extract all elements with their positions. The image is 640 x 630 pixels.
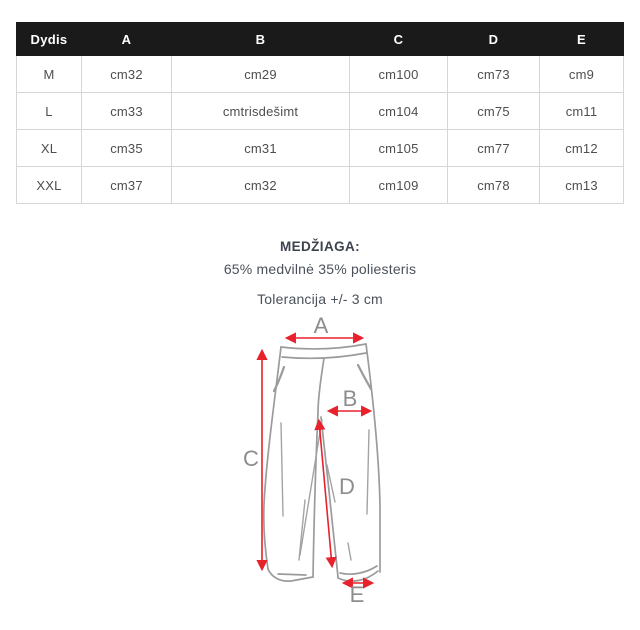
diagram-label-a: A bbox=[313, 313, 329, 338]
waistband-top-line bbox=[281, 344, 366, 349]
column-header-d: D bbox=[448, 23, 540, 56]
measure-cell: cm78 bbox=[448, 167, 540, 204]
measure-cell: cm105 bbox=[350, 130, 448, 167]
measure-cell: cm13 bbox=[540, 167, 624, 204]
measure-cell: cm100 bbox=[350, 56, 448, 93]
measure-cell: cm31 bbox=[172, 130, 350, 167]
diagram-label-c: C bbox=[243, 446, 259, 471]
measure-cell: cm37 bbox=[82, 167, 172, 204]
pants-outline-drawing bbox=[264, 344, 380, 581]
tolerance-note: Tolerancija +/- 3 cm bbox=[257, 291, 383, 307]
right-crease-line bbox=[367, 430, 369, 514]
material-composition: 65% medvilnė 35% poliesteris bbox=[223, 261, 417, 277]
measure-cell: cm11 bbox=[540, 93, 624, 130]
diagram-label-b: B bbox=[342, 386, 358, 411]
right-inner-seam bbox=[321, 417, 338, 577]
size-label: XXL bbox=[17, 167, 82, 204]
measure-cell: cm109 bbox=[350, 167, 448, 204]
measure-cell: cm29 bbox=[172, 56, 350, 93]
measurement-arrows bbox=[262, 338, 372, 583]
measure-cell: cm104 bbox=[350, 93, 448, 130]
left-inner-seam bbox=[313, 413, 318, 577]
right-hem-line bbox=[338, 571, 378, 581]
left-crease-line bbox=[281, 423, 283, 516]
measure-cell: cm12 bbox=[540, 130, 624, 167]
fly-seam bbox=[318, 358, 324, 413]
left-pocket-line bbox=[274, 367, 284, 391]
column-header-b: B bbox=[172, 23, 350, 56]
size-label: XL bbox=[17, 130, 82, 167]
diagram-label-d: D bbox=[339, 474, 355, 499]
material-title: MEDŽIAGA: bbox=[279, 239, 361, 254]
measure-cell: cm35 bbox=[82, 130, 172, 167]
column-header-c: C bbox=[350, 23, 448, 56]
left-hem-fold-line bbox=[278, 574, 306, 575]
size-label: M bbox=[17, 56, 82, 93]
measure-cell: cm77 bbox=[448, 130, 540, 167]
column-header-a: A bbox=[82, 23, 172, 56]
diagram-label-e: E bbox=[349, 582, 365, 607]
right-leg-wrinkle-line bbox=[348, 543, 351, 560]
measure-cell: cm33 bbox=[82, 93, 172, 130]
crotch-wrinkle-line bbox=[300, 420, 322, 555]
measure-cell: cm9 bbox=[540, 56, 624, 93]
size-label: L bbox=[17, 93, 82, 130]
right-hem-fold-line bbox=[340, 566, 377, 574]
column-header-dydis: Dydis bbox=[17, 23, 82, 56]
measure-cell: cm32 bbox=[172, 167, 350, 204]
column-header-e: E bbox=[540, 23, 624, 56]
measure-cell: cm75 bbox=[448, 93, 540, 130]
measure-cell: cm73 bbox=[448, 56, 540, 93]
measure-cell: cm32 bbox=[82, 56, 172, 93]
measure-cell: cmtrisdešimt bbox=[172, 93, 350, 130]
